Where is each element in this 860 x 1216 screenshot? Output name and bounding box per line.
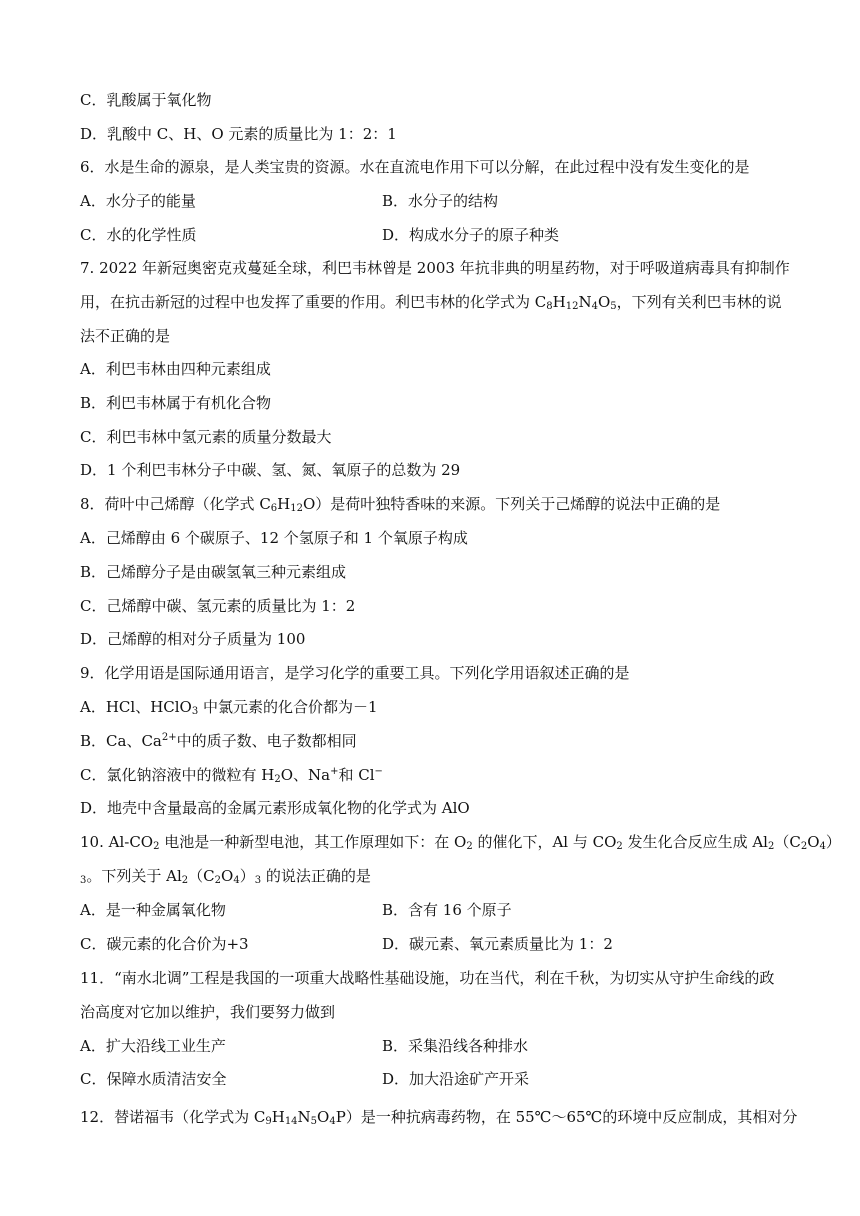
q8-text: 8．荷叶中己烯醇（化学式 C <box>80 495 271 513</box>
q10-text: （C <box>188 867 215 885</box>
q10-option-d: D．碳元素、氧元素质量比为 1：2 <box>382 935 613 953</box>
subscript: 2 <box>767 841 775 852</box>
q7-stem-line-3: 法不正确的是 <box>80 327 171 345</box>
subscript: 3 <box>191 706 199 717</box>
q5-option-c: C．乳酸属于氧化物 <box>80 91 212 109</box>
q10-option-a: A．是一种金属氧化物 <box>80 901 226 919</box>
q12-stem-line-1 <box>80 1107 797 1127</box>
subscript: 2 <box>616 841 623 852</box>
q9-text: O、Na <box>280 766 331 784</box>
q12-text: H <box>271 1108 285 1126</box>
subscript: 4 <box>329 1116 336 1127</box>
q7-text: N <box>578 293 592 311</box>
q9-text: A．HCl、HClO <box>80 698 192 716</box>
q10-text: 的说法正确的是 <box>261 867 371 885</box>
q9-option-b <box>80 731 357 751</box>
q7-option-c: C．利巴韦林中氢元素的质量分数最大 <box>80 428 332 446</box>
subscript: 2 <box>466 841 473 852</box>
q8-option-c: C．己烯醇中碳、氢元素的质量比为 1：2 <box>80 597 356 615</box>
q7-option-a: A．利巴韦林由四种元素组成 <box>80 360 271 378</box>
q9-text: C．氯化钠溶液中的微粒有 H <box>80 766 275 784</box>
subscript: 4 <box>591 301 598 312</box>
q12-text: O <box>317 1108 330 1126</box>
q10-text: ） <box>825 833 841 851</box>
q11-option-d: D．加大沿途矿产开采 <box>382 1070 530 1088</box>
subscript: 2 <box>153 841 160 852</box>
q5-option-d: D．乳酸中 C、H、O 元素的质量比为 1：2：1 <box>80 125 397 143</box>
subscript: 2 <box>800 841 808 852</box>
q10-text: 的催化下，Al 与 CO <box>472 833 617 851</box>
q11-option-b: B．采集沿线各种排水 <box>382 1037 529 1055</box>
subscript: 5 <box>310 1116 318 1127</box>
subscript: 14 <box>284 1116 298 1127</box>
subscript: 2 <box>274 774 281 785</box>
subscript: 2 <box>181 875 189 886</box>
subscript: 4 <box>233 875 240 886</box>
q11-stem-line-2: 治高度对它加以维护，我们要努力做到 <box>80 1003 336 1021</box>
q6-option-c: C．水的化学性质 <box>80 226 197 244</box>
q10-text: （C <box>774 833 801 851</box>
q12-text: 12．替诺福韦（化学式为 C <box>80 1108 266 1126</box>
q9-option-c <box>80 765 383 785</box>
subscript: 4 <box>819 841 826 852</box>
superscript: 2+ <box>161 732 177 743</box>
superscript: − <box>374 766 383 777</box>
q12-text: P）是一种抗病毒药物，在 55℃～65℃的环境中反应制成，其相对分 <box>335 1108 798 1126</box>
q7-stem-line-1: 7. 2022 年新冠奥密克戎蔓延全球，利巴韦林曾是 2003 年抗非典的明星药物，对于呼吸道病毒具有抑制作 <box>80 259 790 277</box>
q10-option-c: C．碳元素的化合价为+3 <box>80 935 249 953</box>
q7-option-b: B．利巴韦林属于有机化合物 <box>80 394 272 412</box>
subscript: 8 <box>546 301 553 312</box>
q10-option-b: B．含有 16 个原子 <box>382 901 512 919</box>
q9-text: 中的质子数、电子数都相同 <box>176 732 357 750</box>
subscript: 9 <box>265 1116 272 1127</box>
q8-option-a: A．己烯醇由 6 个碳原子、12 个氢原子和 1 个氧原子构成 <box>80 529 468 547</box>
q7-option-d: D．1 个利巴韦林分子中碳、氢、氮、氧原子的总数为 29 <box>80 461 461 479</box>
subscript: 5 <box>610 301 617 312</box>
q8-text: O）是荷叶独特香味的来源。下列关于己烯醇的说法中正确的是 <box>303 495 721 513</box>
q10-text: 电池是一种新型电池，其工作原理如下：在 O <box>159 833 467 851</box>
q7-text: 用，在抗击新冠的过程中也发挥了重要的作用。利巴韦林的化学式为 C <box>80 293 547 311</box>
q7-text: H <box>552 293 566 311</box>
q8-text: H <box>277 495 291 513</box>
q10-text: 。下列关于 Al <box>86 867 182 885</box>
q11-option-c: C．保障水质清洁安全 <box>80 1070 227 1088</box>
subscript: 12 <box>290 503 303 514</box>
q6-option-a: A．水分子的能量 <box>80 192 196 210</box>
q12-text: N <box>297 1108 311 1126</box>
q11-stem-line-1: 11．“南水北调”工程是我国的一项重大战略性基础设施，功在当代，利在千秋，为切实从守护生命线的政 <box>80 969 775 987</box>
q11-option-a: A．扩大沿线工业生产 <box>80 1037 226 1055</box>
q8-stem <box>80 494 720 514</box>
q7-text: O <box>597 293 611 311</box>
subscript: 6 <box>270 503 278 514</box>
q9-text: B．Ca、Ca <box>80 732 162 750</box>
q9-text: 中氯元素的化合价都为－1 <box>198 698 378 716</box>
q9-option-a <box>80 697 378 717</box>
q10-text: 10. Al-CO <box>80 833 154 851</box>
superscript: + <box>330 766 339 777</box>
q7-text: ，下列有关利巴韦林的说 <box>616 293 782 311</box>
subscript: 12 <box>565 301 579 312</box>
q10-text: 发生化合反应生成 Al <box>622 833 768 851</box>
q10-text: O <box>807 833 820 851</box>
subscript: 2 <box>214 875 222 886</box>
q6-option-d: D．构成水分子的原子种类 <box>382 226 560 244</box>
q9-text: 和 Cl <box>338 766 375 784</box>
q8-option-b: B．己烯醇分子是由碳氢氧三种元素组成 <box>80 563 347 581</box>
q8-option-d: D．己烯醇的相对分子质量为 100 <box>80 630 306 648</box>
subscript: 3 <box>254 875 262 886</box>
q10-text: ） <box>239 867 255 885</box>
q9-stem: 9．化学用语是国际通用语言，是学习化学的重要工具。下列化学用语叙述正确的是 <box>80 664 630 682</box>
q9-option-d: D．地壳中含量最高的金属元素形成氧化物的化学式为 AlO <box>80 799 470 817</box>
q10-stem-line-2 <box>80 866 371 886</box>
q7-stem-line-2 <box>80 292 782 312</box>
q6-option-b: B．水分子的结构 <box>382 192 499 210</box>
q6-stem: 6．水是生命的源泉，是人类宝贵的资源。水在直流电作用下可以分解，在此过程中没有发生变化的是 <box>80 158 750 176</box>
subscript: 3 <box>80 875 87 886</box>
q10-stem-line-1 <box>80 832 841 852</box>
q10-text: O <box>221 867 234 885</box>
